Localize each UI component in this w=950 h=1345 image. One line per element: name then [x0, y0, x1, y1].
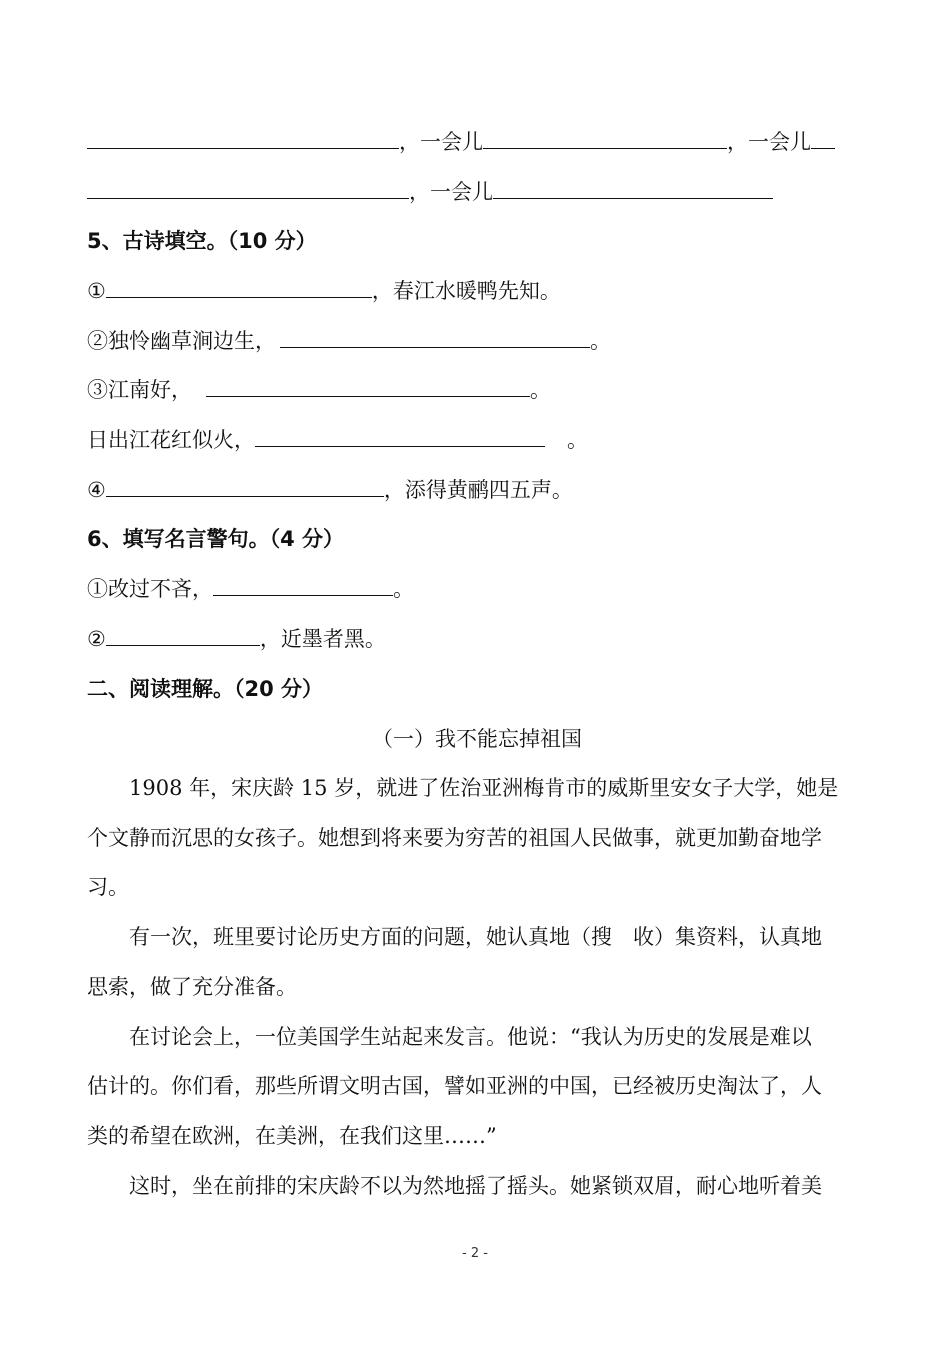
item-prefix: ①改过不吝， — [87, 577, 213, 601]
answer-blank[interactable] — [106, 277, 372, 298]
connector-text: ，一会儿 — [399, 130, 483, 154]
q5-item-5 — [87, 475, 867, 505]
passage-line: 个文静而沉思的女孩子。她想到将来要为穷苦的祖国人民做事，就更加勤奋地学 — [87, 826, 822, 850]
q6-item-1 — [87, 574, 867, 604]
answer-blank[interactable] — [87, 178, 409, 199]
item-suffix: ，春江水暖鸭先知。 — [371, 279, 561, 303]
passage-line: 类的希望在欧洲，在美洲，在我们这里……” — [87, 1124, 497, 1148]
passage-line: 有一次，班里要讨论历史方面的问题，她认真地（搜 收）集资料，认真地 — [129, 925, 822, 949]
connector-text: ，一会儿 — [409, 180, 493, 204]
page-number: - 2 - — [462, 1246, 488, 1261]
item-suffix: 。 — [393, 577, 414, 601]
q6-title: 6、填写名言警句。（4 分） — [87, 527, 345, 551]
item-prefix: ① — [87, 279, 106, 303]
answer-blank[interactable] — [213, 575, 393, 596]
passage-line: 估计的。你们看，那些所谓文明古国，譬如亚洲的中国，已经被历史淘汰了，人 — [87, 1074, 822, 1098]
item-prefix: 日出江花红似火， — [87, 428, 255, 452]
q5-item-4 — [87, 425, 867, 455]
item-suffix: 。 — [590, 329, 611, 353]
answer-blank[interactable] — [280, 327, 590, 348]
item-prefix: ②独怜幽草涧边生， — [87, 329, 276, 353]
item-prefix: ④ — [87, 478, 106, 502]
answer-blank[interactable] — [255, 426, 545, 447]
answer-blank[interactable] — [811, 128, 835, 149]
item-suffix: 。 — [530, 378, 551, 402]
connector-text: ，一会儿 — [727, 130, 811, 154]
answer-blank[interactable] — [87, 128, 399, 149]
q5-title: 5、古诗填空。（10 分） — [87, 229, 317, 253]
item-prefix: ② — [87, 627, 106, 651]
answer-blank[interactable] — [106, 476, 384, 497]
passage-line: 1908 年，宋庆龄 15 岁，就进了佐治亚洲梅肯市的威斯里安女子大学，她是 — [129, 776, 839, 800]
q6-item-2 — [87, 624, 867, 654]
item-prefix: ③江南好， — [87, 378, 192, 402]
q5-item-3 — [87, 375, 867, 405]
fill-row-2 — [87, 177, 867, 207]
passage-line: 思索，做了充分准备。 — [87, 975, 297, 999]
passage-line: 习。 — [87, 875, 129, 899]
fill-row-1 — [87, 127, 867, 157]
item-suffix: ，添得黄鹂四五声。 — [383, 478, 573, 502]
q5-item-2 — [87, 326, 867, 356]
passage-line: 在讨论会上，一位美国学生站起来发言。他说：“我认为历史的发展是难以 — [129, 1025, 812, 1049]
item-suffix: ，近墨者黑。 — [259, 627, 386, 651]
passage-title: （一）我不能忘掉祖国 — [372, 727, 582, 751]
item-suffix: 。 — [567, 428, 588, 452]
answer-blank[interactable] — [106, 625, 260, 646]
answer-blank[interactable] — [493, 178, 773, 199]
q5-item-1 — [87, 276, 867, 306]
answer-blank[interactable] — [206, 376, 530, 397]
section2-title: 二、阅读理解。（20 分） — [87, 677, 324, 701]
answer-blank[interactable] — [483, 128, 727, 149]
passage-line: 这时，坐在前排的宋庆龄不以为然地摇了摇头。她紧锁双眉，耐心地听着美 — [129, 1174, 822, 1198]
